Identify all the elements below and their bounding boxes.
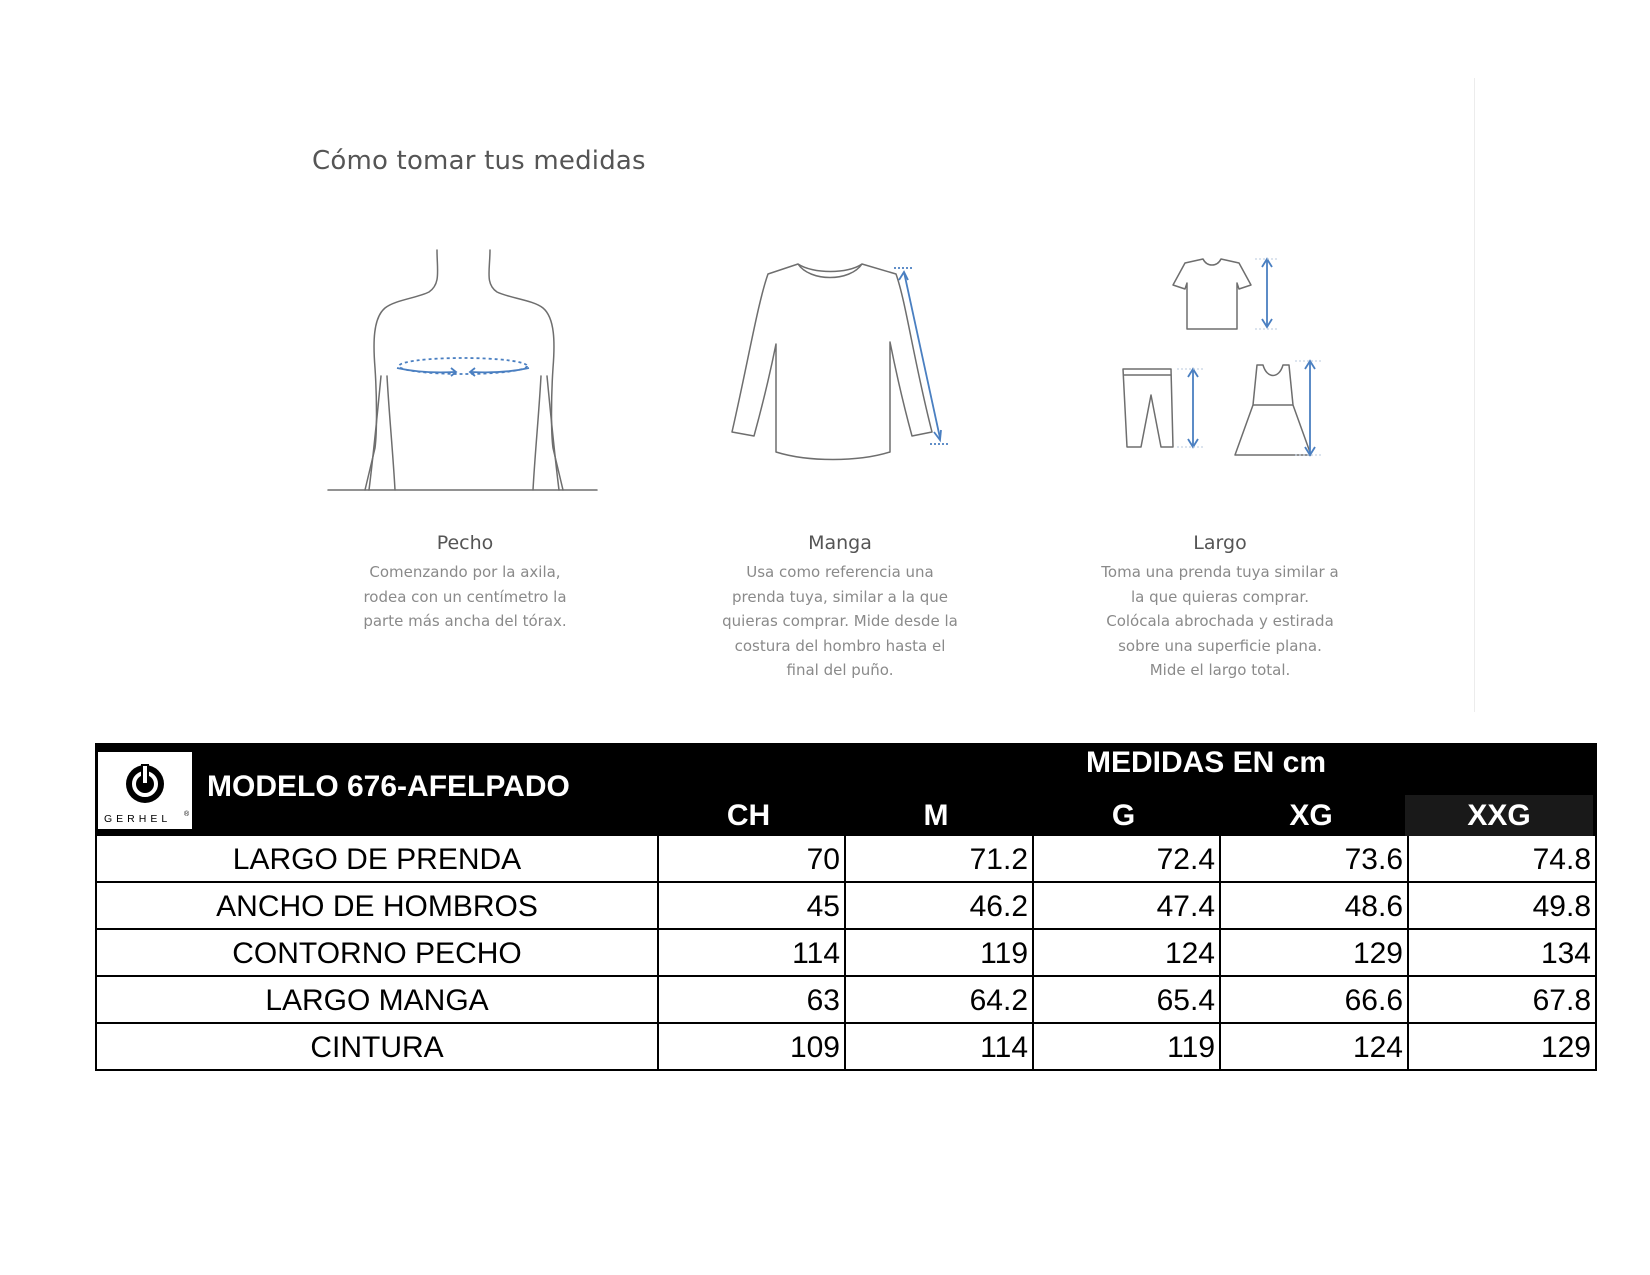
cell-xg: 48.6 xyxy=(1219,883,1407,928)
cell-ch: 45 xyxy=(657,883,844,928)
cell-g: 72.4 xyxy=(1032,836,1219,881)
svg-text:GERHEL: GERHEL xyxy=(104,813,172,825)
cell-ch: 70 xyxy=(657,836,844,881)
cell-xg: 129 xyxy=(1219,930,1407,975)
guide-title: Cómo tomar tus medidas xyxy=(312,146,646,176)
table-row xyxy=(95,1024,1597,1071)
size-table xyxy=(95,743,1597,1071)
cell-g: 124 xyxy=(1032,930,1219,975)
row-label: CONTORNO PECHO xyxy=(232,937,522,970)
table-row xyxy=(95,836,1597,883)
sleeve-measurement-illustration xyxy=(718,252,978,472)
row-label: LARGO MANGA xyxy=(265,984,489,1017)
row-label: LARGO DE PRENDA xyxy=(232,843,522,876)
size-header-xxg: XXG xyxy=(1405,795,1593,836)
sleeve-heading: Manga xyxy=(808,532,872,554)
chest-caption xyxy=(320,532,610,634)
length-caption xyxy=(1065,532,1375,683)
length-description: Toma una prenda tuya similar a la que quieras comprar. Colócala abrochada y estirada sobre una superficie plana. Mide el largo total. xyxy=(1101,563,1339,679)
guide-divider xyxy=(1474,78,1475,712)
units-label: MEDIDAS EN cm xyxy=(1085,746,1327,779)
row-label: CINTURA xyxy=(310,1031,444,1064)
chest-description: Comenzando por la axila, rodea con un centímetro la parte más ancha del tórax. xyxy=(363,563,567,630)
model-name: MODELO 676-AFELPADO xyxy=(207,770,570,803)
chest-measurement-illustration xyxy=(325,248,605,493)
size-header-ch: CH xyxy=(726,799,771,832)
cell-xg: 124 xyxy=(1219,1024,1407,1069)
svg-text:®: ® xyxy=(184,811,190,818)
cell-m: 114 xyxy=(844,1024,1032,1069)
length-heading: Largo xyxy=(1193,532,1247,554)
cell-xxg: 49.8 xyxy=(1407,883,1595,928)
cell-xxg: 134 xyxy=(1407,930,1595,975)
chest-heading: Pecho xyxy=(436,532,494,554)
row-label: ANCHO DE HOMBROS xyxy=(216,890,538,923)
cell-m: 46.2 xyxy=(844,883,1032,928)
brand-logo xyxy=(98,752,192,829)
cell-ch: 114 xyxy=(657,930,844,975)
cell-m: 119 xyxy=(844,930,1032,975)
cell-xg: 66.6 xyxy=(1219,977,1407,1022)
cell-xg: 73.6 xyxy=(1219,836,1407,881)
size-header-m: M xyxy=(923,799,949,832)
size-header-g: G xyxy=(1111,799,1136,832)
cell-m: 64.2 xyxy=(844,977,1032,1022)
size-header-xg: XG xyxy=(1289,799,1333,832)
cell-ch: 63 xyxy=(657,977,844,1022)
table-row xyxy=(95,977,1597,1024)
cell-ch: 109 xyxy=(657,1024,844,1069)
table-row xyxy=(95,930,1597,977)
cell-m: 71.2 xyxy=(844,836,1032,881)
cell-g: 65.4 xyxy=(1032,977,1219,1022)
cell-g: 119 xyxy=(1032,1024,1219,1069)
table-row xyxy=(95,883,1597,930)
sleeve-caption xyxy=(680,532,1000,683)
cell-xxg: 129 xyxy=(1407,1024,1595,1069)
size-table-header xyxy=(95,743,1597,836)
cell-g: 47.4 xyxy=(1032,883,1219,928)
sleeve-description: Usa como referencia una prenda tuya, similar a la que quieras comprar. Mide desde la costura del hombro hasta el final del puño. xyxy=(722,563,958,679)
cell-xxg: 67.8 xyxy=(1407,977,1595,1022)
length-measurement-illustration xyxy=(1115,255,1335,465)
cell-xxg: 74.8 xyxy=(1407,836,1595,881)
